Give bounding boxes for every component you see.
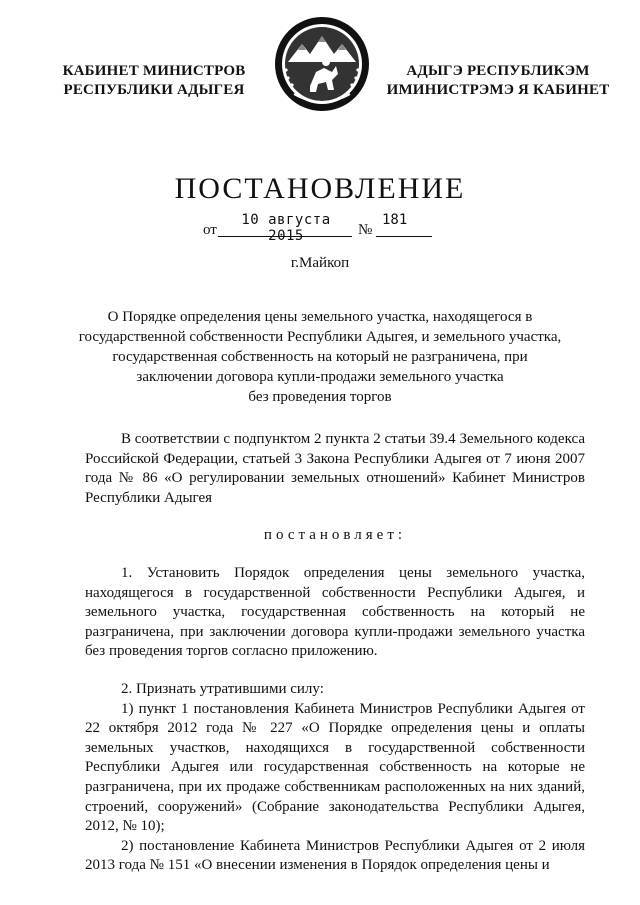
header-right-line1: АДЫГЭ РЕСПУБЛИКЭМ xyxy=(406,63,590,79)
header-right xyxy=(383,62,613,100)
subject-line: без проведения торгов xyxy=(248,389,392,405)
date-value: 10 августа 2015 xyxy=(241,212,331,244)
number-value: 181 xyxy=(382,212,408,228)
header-left-line1: КАБИНЕТ МИНИСТРОВ xyxy=(62,63,246,79)
date-prefix: от xyxy=(203,222,217,238)
city: г.Майкоп xyxy=(290,255,350,271)
decree-word: постановляет: xyxy=(263,527,407,544)
item-2-paragraph: 2. Признать утратившими силу: xyxy=(121,680,324,697)
number-prefix: № xyxy=(358,222,373,238)
number-underline xyxy=(376,236,432,237)
header-left-line2: РЕСПУБЛИКИ АДЫГЕЯ xyxy=(63,82,245,98)
item-1-paragraph: 1. Установить Порядок определения цены земельного участка, находящегося в государственной собственности Республики Адыгея, и земельного участка, государственная собственность на который не разграничена, при заключении договора купли-продажи земельного участка без проведения торгов согласно приложению. xyxy=(85,564,585,660)
header-left xyxy=(54,62,254,100)
date-underline xyxy=(218,236,352,237)
preamble-paragraph: В соответствии с подпунктом 2 пункта 2 статьи 39.4 Земельного кодекса Российской Федерации, статьей 3 Закона Республики Адыгея от 7 июня 2007 года № 86 «О регулировании земельных отношений» Кабинет Министров Республики Адыгея xyxy=(85,431,585,506)
subject-line: заключении договора купли-продажи земельного участка xyxy=(136,369,504,385)
document-subject xyxy=(70,307,570,407)
document-title: ПОСТАНОВЛЕНИЕ xyxy=(174,172,466,205)
document-body xyxy=(85,430,585,876)
subject-line: государственной собственности Республики Адыгея, и земельного участка, xyxy=(78,329,562,345)
header-right-line2: ИМИНИСТРЭМЭ Я КАБИНЕТ xyxy=(386,82,610,98)
subject-line: О Порядке определения цены земельного участка, находящегося в xyxy=(107,309,533,325)
coat-of-arms-icon xyxy=(272,14,372,114)
dateline xyxy=(0,212,640,242)
item-2-2-paragraph: 2) постановление Кабинета Министров Республики Адыгея от 2 июля 2013 года № 151 «О внесении изменения в Порядок определения цены и xyxy=(85,837,585,874)
subject-line: государственная собственность на который не разграничена, при xyxy=(112,349,528,365)
item-2-1-paragraph: 1) пункт 1 постановления Кабинета Министров Республики Адыгея от 22 октября 2012 года № 227 «О Порядке определения цены и оплаты земельных участков, находящихся в государственной собственности Республики Адыгея или государственная собственность на которые не разграничена, при их продаже собственникам расположенных на них зданий, строений, сооружений» (Собрание законодательства Республики Адыгея, 2012, № 10); xyxy=(85,700,585,835)
